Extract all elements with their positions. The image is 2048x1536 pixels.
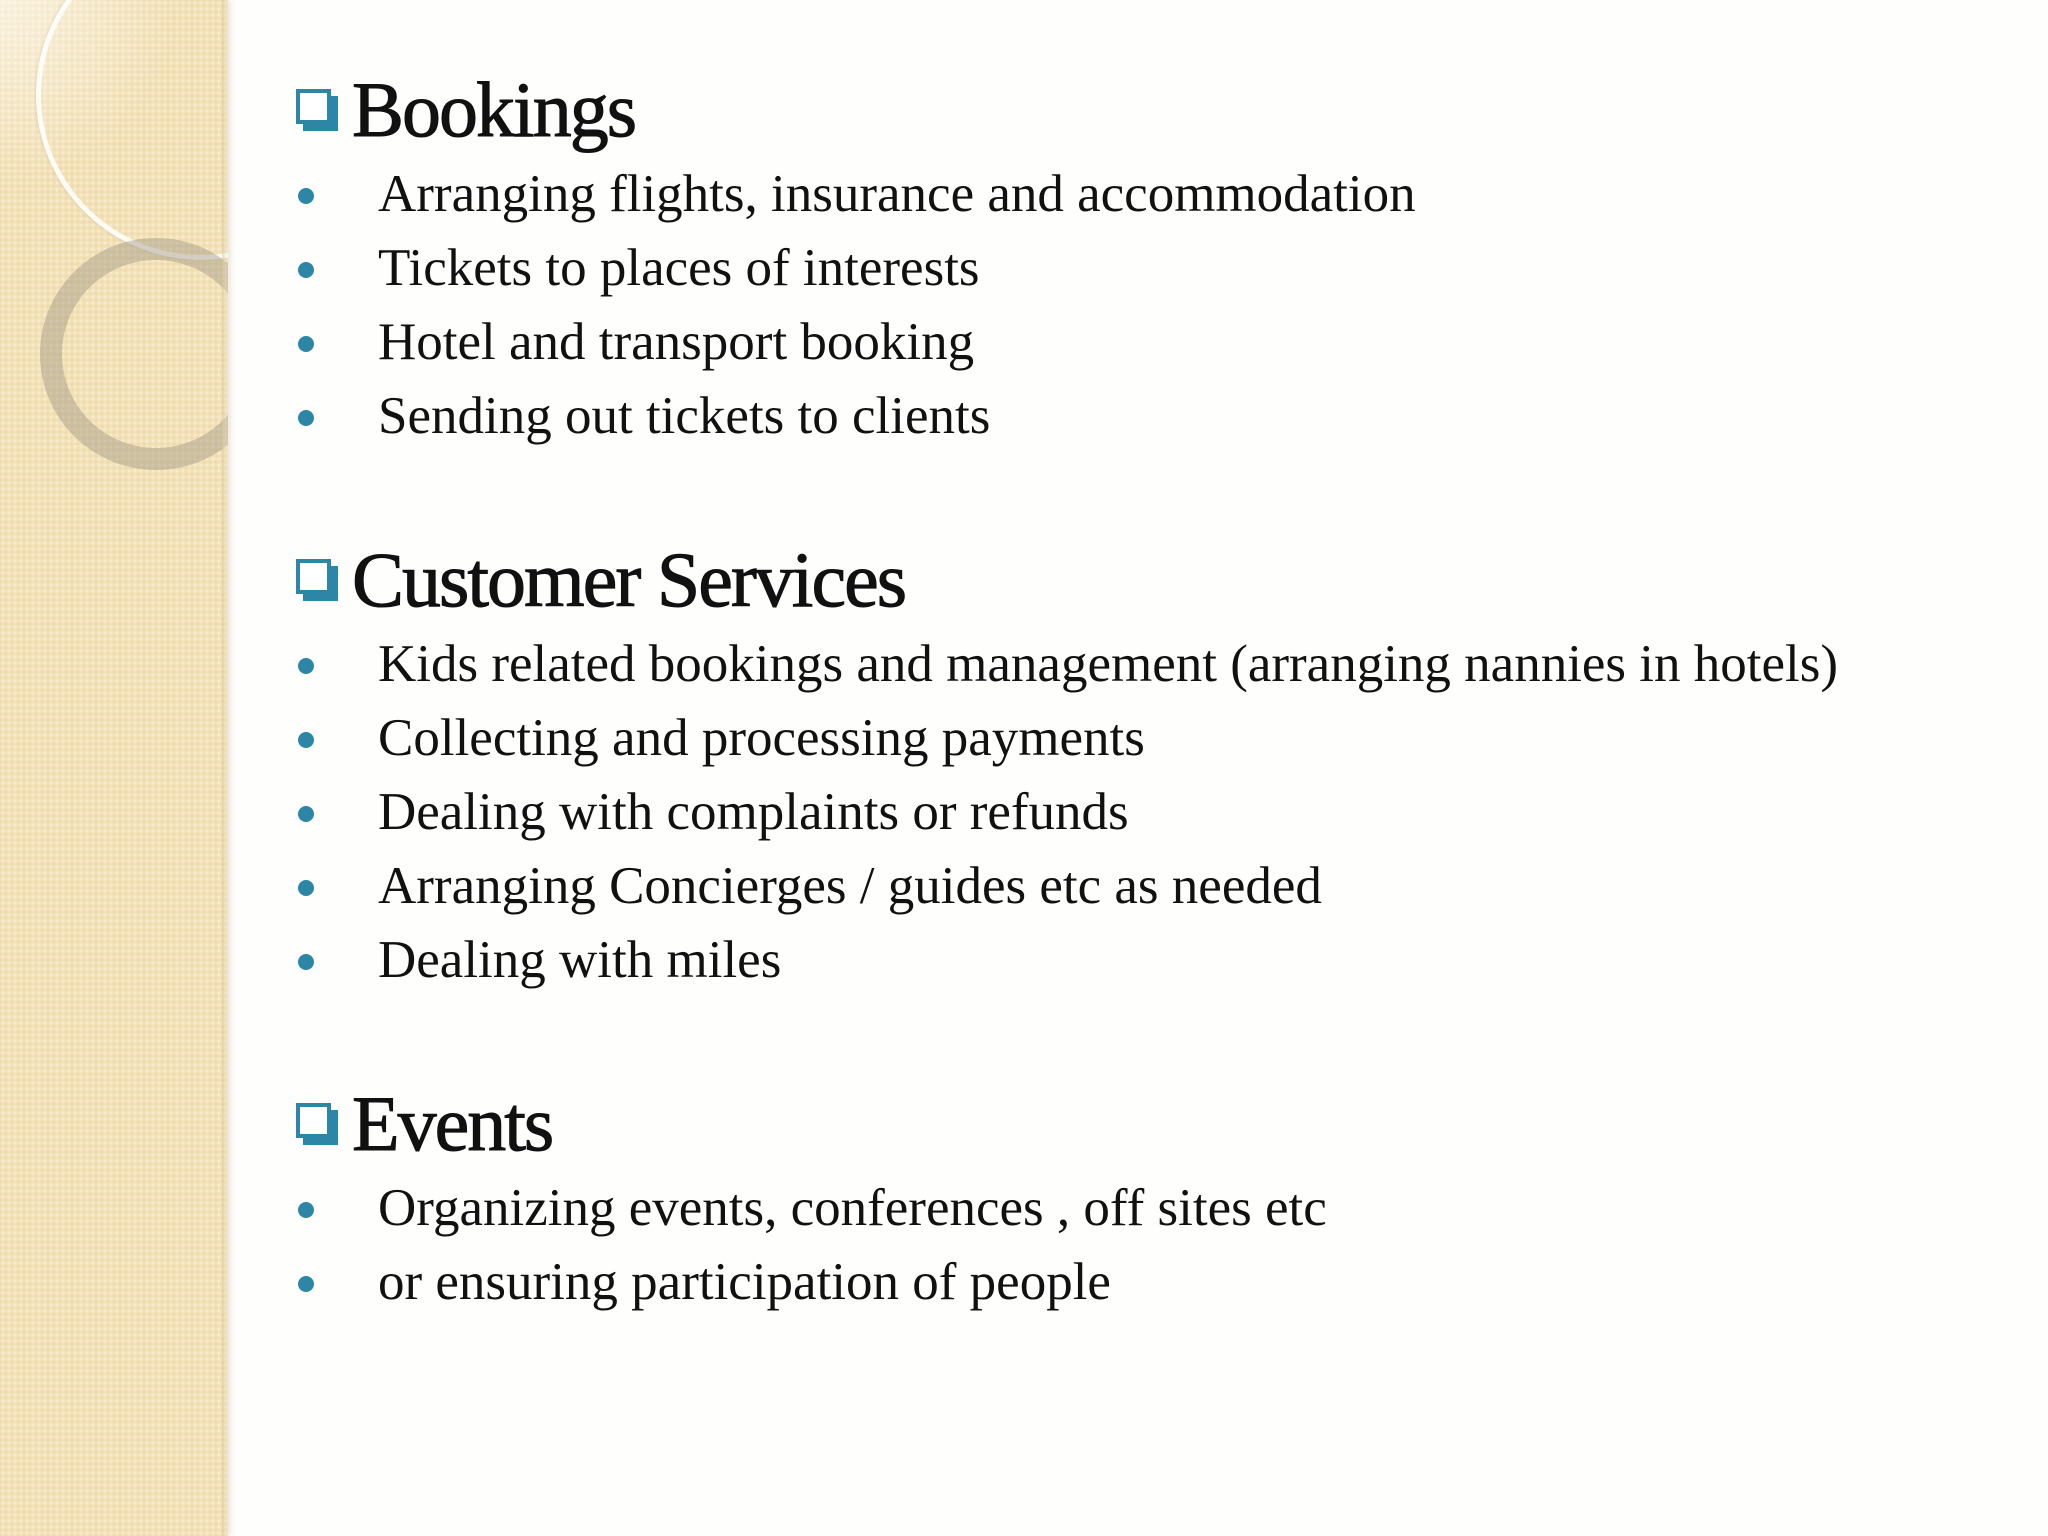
section-header xyxy=(296,532,1996,628)
list-item-text: Arranging Concierges / guides etc as needed xyxy=(378,857,1322,915)
list-item-text: Tickets to places of interests xyxy=(378,239,980,297)
bullet-list xyxy=(296,158,1996,454)
section-title: Events xyxy=(352,1080,553,1167)
section-events xyxy=(296,1076,1996,1320)
checkbox-icon xyxy=(296,559,338,601)
list-item xyxy=(296,776,1996,850)
list-item xyxy=(296,158,1996,232)
list-item-text: Organizing events, conferences , off sites etc xyxy=(378,1179,1327,1237)
list-item-text: Arranging flights, insurance and accommodation xyxy=(378,165,1416,223)
bullet-icon xyxy=(298,1202,314,1218)
bullet-icon xyxy=(298,732,314,748)
slide-content xyxy=(296,62,1996,1320)
list-item-text: Kids related bookings and management (arranging nannies in hotels) xyxy=(378,635,1839,693)
list-item xyxy=(296,232,1996,306)
section-customer-services xyxy=(296,532,1996,998)
large-ring-decoration xyxy=(36,0,228,260)
list-item xyxy=(296,924,1996,998)
section-header xyxy=(296,1076,1996,1172)
bullet-icon xyxy=(298,1276,314,1292)
list-item xyxy=(296,628,1996,702)
list-item xyxy=(296,1172,1996,1246)
bullet-icon xyxy=(298,658,314,674)
list-item xyxy=(296,702,1996,776)
section-header xyxy=(296,62,1996,158)
bullet-icon xyxy=(298,954,314,970)
bullet-list xyxy=(296,1172,1996,1320)
small-ring-decoration xyxy=(40,238,228,470)
bullet-icon xyxy=(298,880,314,896)
list-item-text: Collecting and processing payments xyxy=(378,709,1145,767)
checkbox-icon xyxy=(296,1103,338,1145)
list-item-text: Hotel and transport booking xyxy=(378,313,975,371)
section-title: Bookings xyxy=(352,66,636,153)
list-item xyxy=(296,306,1996,380)
list-item xyxy=(296,850,1996,924)
bullet-icon xyxy=(298,262,314,278)
list-item xyxy=(296,1246,1996,1320)
bullet-icon xyxy=(298,806,314,822)
bullet-icon xyxy=(298,188,314,204)
list-item-text: Sending out tickets to clients xyxy=(378,387,991,445)
strip-edge xyxy=(222,0,228,1536)
section-title: Customer Services xyxy=(352,536,906,623)
list-item-text: or ensuring participation of people xyxy=(378,1253,1111,1311)
bullet-icon xyxy=(298,336,314,352)
checkbox-icon xyxy=(296,89,338,131)
decorative-side-strip xyxy=(0,0,228,1536)
list-item-text: Dealing with complaints or refunds xyxy=(378,783,1129,841)
bullet-list xyxy=(296,628,1996,998)
list-item xyxy=(296,380,1996,454)
bullet-icon xyxy=(298,410,314,426)
list-item-text: Dealing with miles xyxy=(378,931,782,989)
section-bookings xyxy=(296,62,1996,454)
